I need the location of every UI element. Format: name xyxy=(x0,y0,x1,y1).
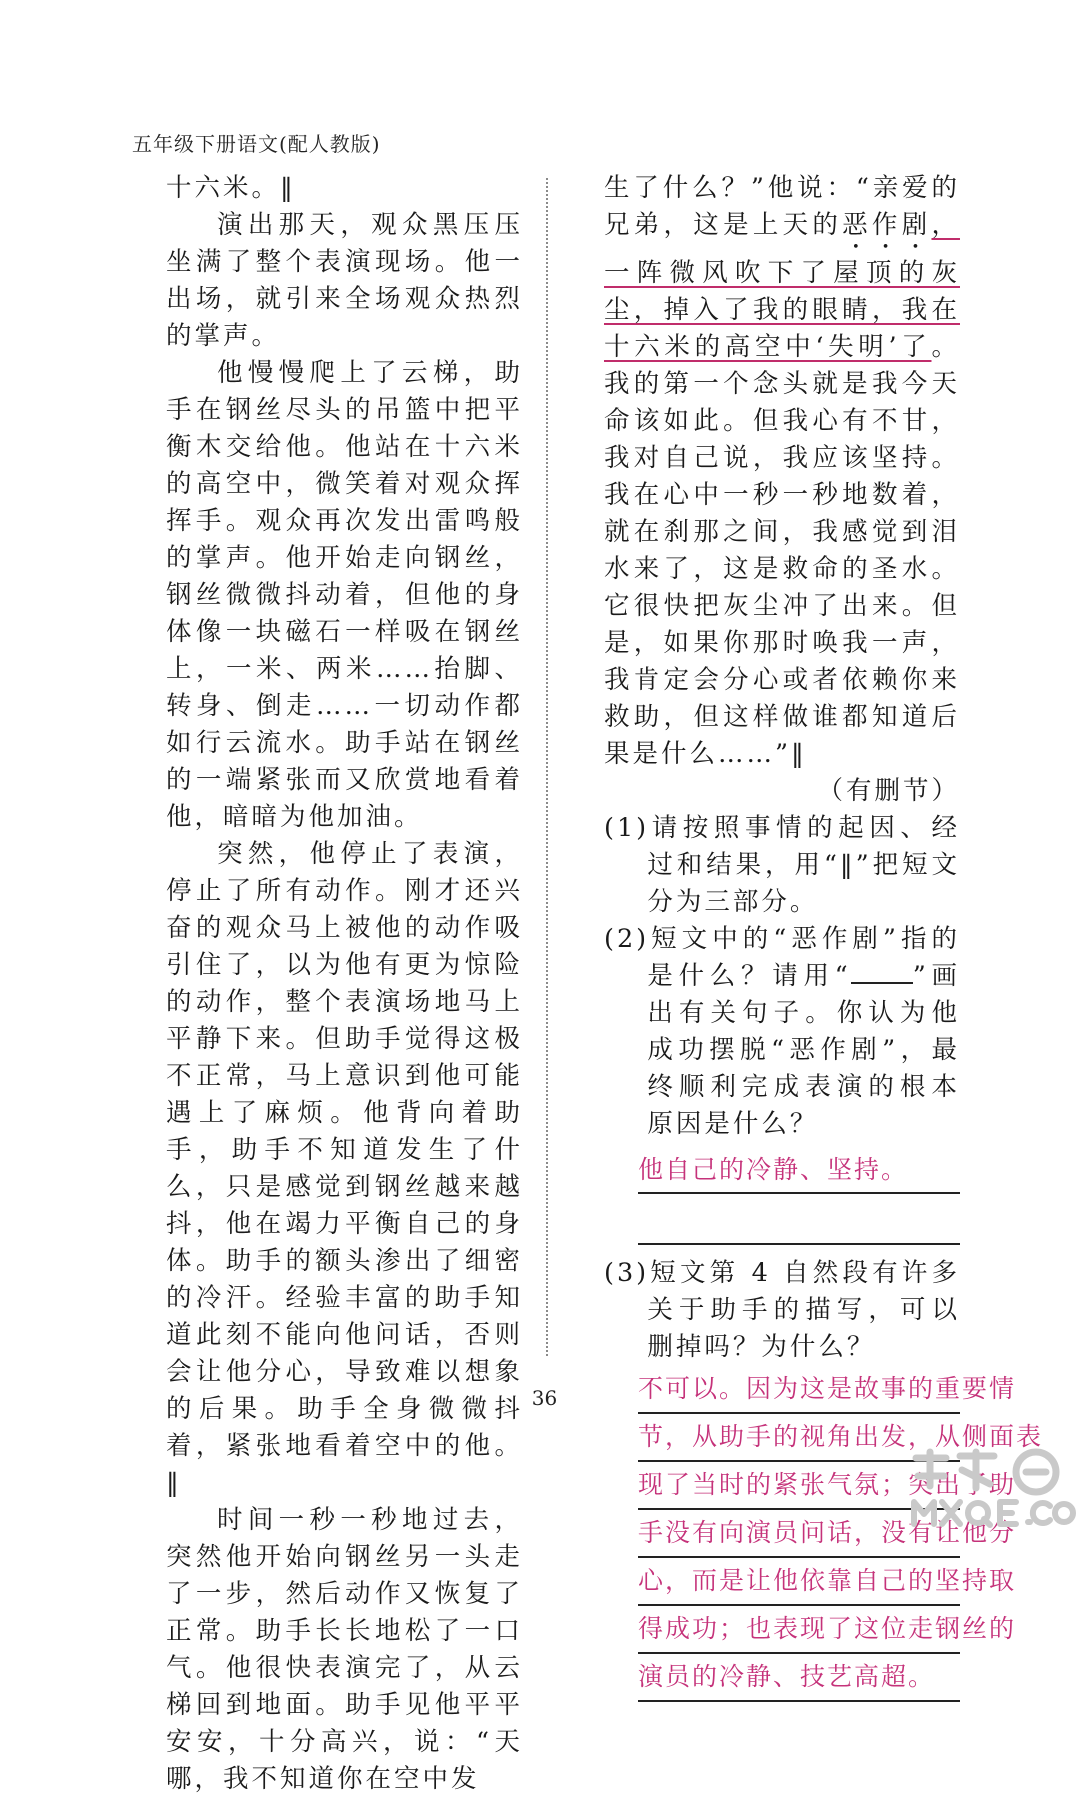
left-column xyxy=(166,170,523,1798)
dotted-word: 恶作剧 xyxy=(842,210,932,240)
answer-3-row: 心，而是让他依靠自己的坚持取 xyxy=(638,1558,960,1606)
page-header: 五年级下册语文(配人教版) xyxy=(132,132,381,156)
watermark-logo xyxy=(908,1446,1078,1530)
left-paragraph-5: 时间一秒一秒地过去，突然他开始向钢丝另一头走了一步，然后动作又恢复了正常。助手长长地松了一口气。他很快表演完了，从云梯回到地面。助手见他平平安安，十分高兴，说：“天哪，我不知道你在空中发 xyxy=(166,1505,523,1794)
underline-sample xyxy=(851,964,913,984)
answer-3-row: 手没有向演员问话，没有让他分 xyxy=(638,1510,960,1558)
underlined-sentence: ，一阵微风吹下了屋顶的灰尘，掉入了我的眼睛，我在十六米的高空中‘失明’了 xyxy=(604,210,960,362)
division-mark: ‖ xyxy=(791,739,804,769)
left-paragraph-2: 演出那天，观众黑压压坐满了整个表演现场。他一出场，就引来全场观众热烈的掌声。 xyxy=(166,210,523,351)
answer-3-row: 得成功；也表现了这位走钢丝的 xyxy=(638,1606,960,1654)
question-2 xyxy=(604,921,960,1143)
answer-3-row: 现了当时的紧张气氛；突出了助 xyxy=(638,1462,960,1510)
left-paragraph-4: 突然，他停止了表演，停止了所有动作。刚才还兴奋的观众马上被他的动作吸引住了，以为他有更为惊险的动作，整个表演场地马上平静下来。但助手觉得这极不正常，马上意识到他可能遇上了麻烦。他背向着助手，助手不知道发生了什么，只是感觉到钢丝越来越抖，他在竭力平衡自己的身体。助手的额头渗出了细密的冷汗。经验丰富的助手知道此刻不能向他问话，否则会让他分心，导致难以想象的后果。助手全身微微抖着，紧张地看着空中的他。‖ xyxy=(166,839,523,1498)
source-note: （有删节） xyxy=(817,776,960,806)
question-2-part-a: (2)短文中的“恶作剧”指的是什么？请用“ xyxy=(604,924,960,991)
text-before: 生了什么？”他说：“亲爱的兄弟，这是上天的 xyxy=(604,173,960,240)
question-2-part-b: ”画出有关句子。你认为他成功摆脱“恶作剧”，最终顺利完成表演的根本原因是什么？ xyxy=(647,961,960,1139)
answer-2-area xyxy=(638,1151,960,1245)
answer-2-line: 他自己的冷静、坚持。 xyxy=(638,1151,960,1194)
answer-3-area xyxy=(638,1366,1044,1702)
right-paragraph-1 xyxy=(604,170,960,773)
left-paragraph-1: 十六米。‖ xyxy=(166,173,296,203)
page-number: 36 xyxy=(531,1386,558,1410)
left-paragraph-3: 他慢慢爬上了云梯，助手在钢丝尽头的吊篮中把平衡木交给他。他站在十六米的高空中，微笑着对观众挥挥手。观众再次发出雷鸣般的掌声。他开始走向钢丝，钢丝微微抖动着，但他的身体像一块磁石一样吸在钢丝上，一米、两米……抬脚、转身、倒走……一切动作都如行云流水。助手站在钢丝的一端紧张而又欣赏地看着他，暗暗为他加油。 xyxy=(166,358,523,832)
answer-3-row: 演员的冷静、技艺高超。 xyxy=(638,1654,960,1702)
text-after: 。我的第一个念头就是我今天命该如此。但我心有不甘，我对自己说，我应该坚持。我在心中一秒一秒地数着，就在刹那之间，我感觉到泪水来了，这是救命的圣水。它很快把灰尘冲了出来。但是，如果你那时唤我一声，我肯定会分心或者依赖你来救助，但这样做谁都知道后果是什么……” xyxy=(604,332,960,769)
question-3: (3)短文第 4 自然段有许多关于助手的描写，可以删掉吗？为什么？ xyxy=(604,1258,960,1362)
column-divider xyxy=(546,178,548,1356)
right-column xyxy=(604,170,1044,1702)
answer-2-blank-line xyxy=(638,1206,960,1245)
answer-3-row: 不可以。因为这是故事的重要情 xyxy=(638,1366,960,1414)
answer-3-row: 节，从助手的视角出发，从侧面表 xyxy=(638,1414,960,1462)
question-1: (1)请按照事情的起因、经过和结果，用“‖”把短文分为三部分。 xyxy=(604,813,960,917)
